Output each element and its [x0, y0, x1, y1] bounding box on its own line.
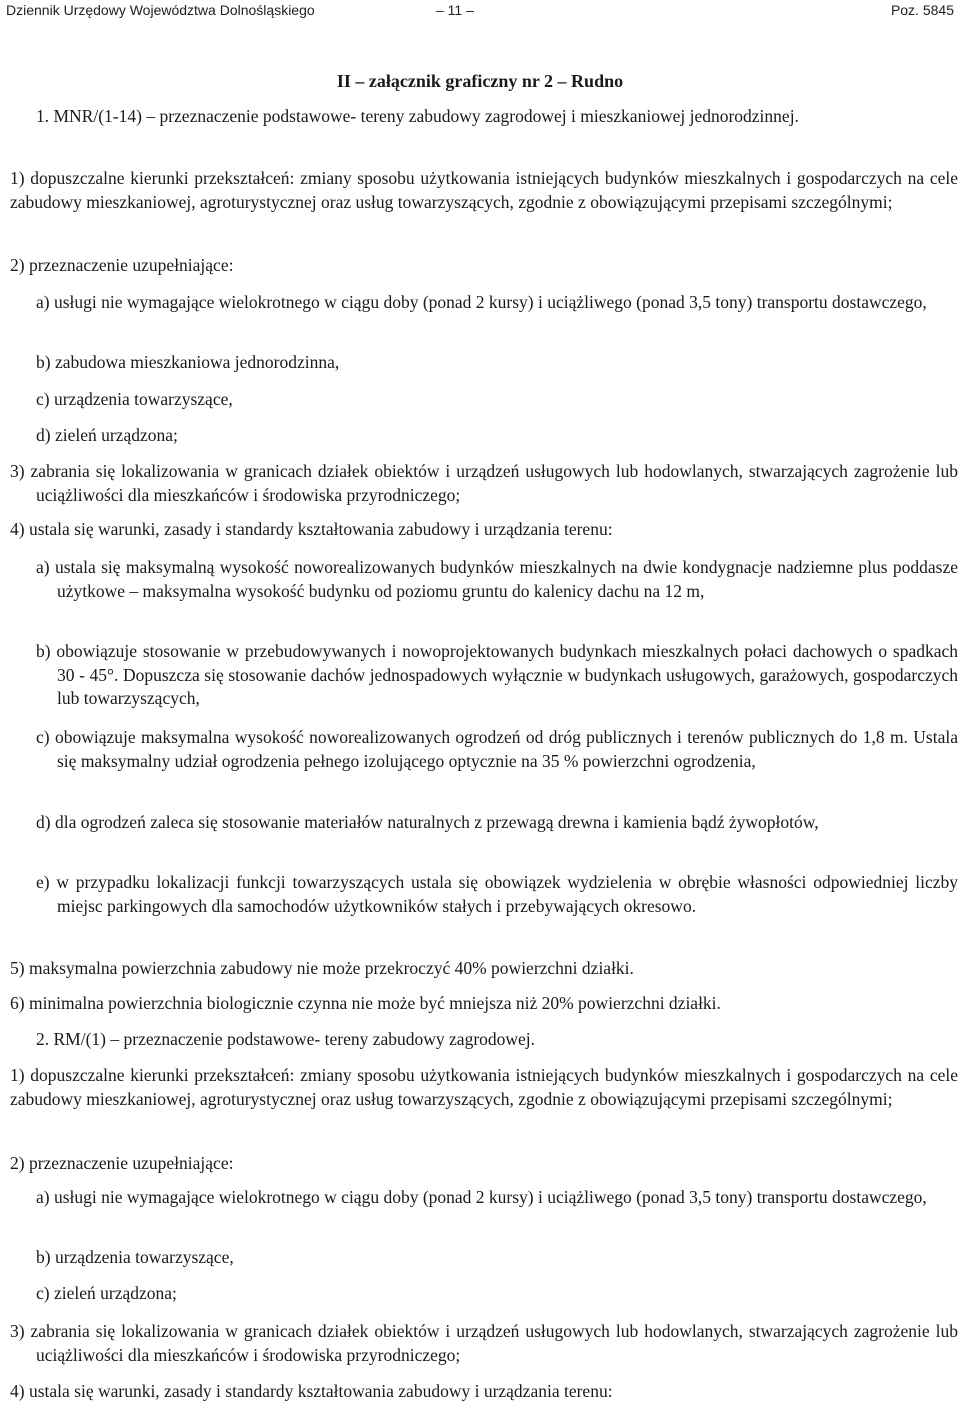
- s1-item-4e: e) w przypadku lokalizacji funkcji towarzyszących ustala się obowiązek wydzielenia w obrębie własności odpowiedniej liczby miejsc parkingowych dla samochodów użytkowników stałych i przebywających okresowo.: [36, 872, 958, 916]
- s1-item-2c: c) urządzenia towarzyszące,: [36, 389, 233, 409]
- s2-item-2: 2) przeznaczenie uzupełniające:: [10, 1153, 234, 1173]
- s2-item-2b: b) urządzenia towarzyszące,: [36, 1247, 234, 1267]
- page-title: II – załącznik graficzny nr 2 – Rudno: [336, 71, 624, 91]
- s1-item-2d: d) zieleń urządzona;: [36, 425, 178, 445]
- s2-item-1: 1) dopuszczalne kierunki przekształceń: zmiany sposobu użytkowania istniejących budynków mieszkalnych i gospodarczych na cele zabudowy mieszkaniowej, agroturystycznej oraz usług towarzyszących, zgodnie z obowiązującymi przepisami szczególnymi;: [10, 1065, 958, 1109]
- s1-item-2a: a) usługi nie wymagające wielokrotnego w ciągu doby (ponad 2 kursy) i uciążliwego (ponad 3,5 tony) transportu dostawczego,: [36, 292, 927, 312]
- s1-item-4a: a) ustala się maksymalną wysokość noworealizowanych budynków mieszkalnych na dwie kondygnacje nadziemne plus poddasze użytkowe – maksymalna wysokość budynku od poziomu gruntu do kalenicy dachu na 12 m,: [36, 557, 958, 601]
- section-1-heading: 1. MNR/(1-14) – przeznaczenie podstawowe- tereny zabudowy zagrodowej i mieszkaniowej jednorodzinnej.: [36, 106, 799, 126]
- s1-item-4b: b) obowiązuje stosowanie w przebudowywanych i nowoprojektowanych budynkach mieszkalnych połaci dachowych o spadkach 30 - 45°. Dopuszcza się stosowanie dachów jednospadowych wyłącznie w budynkach usługowych, garażowych, gospodarczych lub towarzyszących,: [36, 641, 958, 708]
- s1-item-2: 2) przeznaczenie uzupełniające:: [10, 255, 234, 275]
- s1-item-1: 1) dopuszczalne kierunki przekształceń: zmiany sposobu użytkowania istniejących budynków mieszkalnych i gospodarczych na cele zabudowy mieszkaniowej, agroturystycznej oraz usług towarzyszących, zgodnie z obowiązującymi przepisami szczególnymi;: [10, 168, 958, 212]
- journal-title: Dziennik Urzędowy Województwa Dolnośląskiego: [6, 2, 315, 18]
- s1-item-5: 5) maksymalna powierzchnia zabudowy nie może przekroczyć 40% powierzchni działki.: [10, 958, 634, 978]
- position-number: Poz. 5845: [890, 2, 954, 18]
- s1-item-4d: d) dla ogrodzeń zaleca się stosowanie materiałów naturalnych z przewagą drewna i kamienia bądź żywopłotów,: [36, 812, 819, 832]
- page-number: – 11 –: [436, 2, 474, 18]
- s1-item-4c: c) obowiązuje maksymalna wysokość noworealizowanych ogrodzeń od dróg publicznych i terenów publicznych do 1,8 m. Ustala się maksymalny udział ogrodzenia pełnego izolującego optycznie na 35 % powierzchni ogrodzenia,: [36, 727, 958, 771]
- s1-item-2b: b) zabudowa mieszkaniowa jednorodzinna,: [36, 352, 340, 372]
- s2-item-4: 4) ustala się warunki, zasady i standardy kształtowania zabudowy i urządzania terenu:: [10, 1381, 613, 1401]
- section-2-heading: 2. RM/(1) – przeznaczenie podstawowe- tereny zabudowy zagrodowej.: [36, 1029, 536, 1049]
- s2-item-2a: a) usługi nie wymagające wielokrotnego w ciągu doby (ponad 2 kursy) i uciążliwego (ponad 3,5 tony) transportu dostawczego,: [36, 1187, 927, 1207]
- s1-item-4: 4) ustala się warunki, zasady i standardy kształtowania zabudowy i urządzania terenu:: [10, 519, 613, 539]
- s1-item-3: 3) zabrania się lokalizowania w granicach działek obiektów i urządzeń usługowych lub hodowlanych, stwarzających zagrożenie lub uciążliwości dla mieszkańców i środowiska przyrodniczego;: [10, 461, 958, 505]
- s2-item-3: 3) zabrania się lokalizowania w granicach działek obiektów i urządzeń usługowych lub hodowlanych, stwarzających zagrożenie lub uciążliwości dla mieszkańców i środowiska przyrodniczego;: [10, 1321, 958, 1365]
- s1-item-6: 6) minimalna powierzchnia biologicznie czynna nie może być mniejsza niż 20% powierzchni działki.: [10, 993, 721, 1013]
- s2-item-2c: c) zieleń urządzona;: [36, 1283, 177, 1303]
